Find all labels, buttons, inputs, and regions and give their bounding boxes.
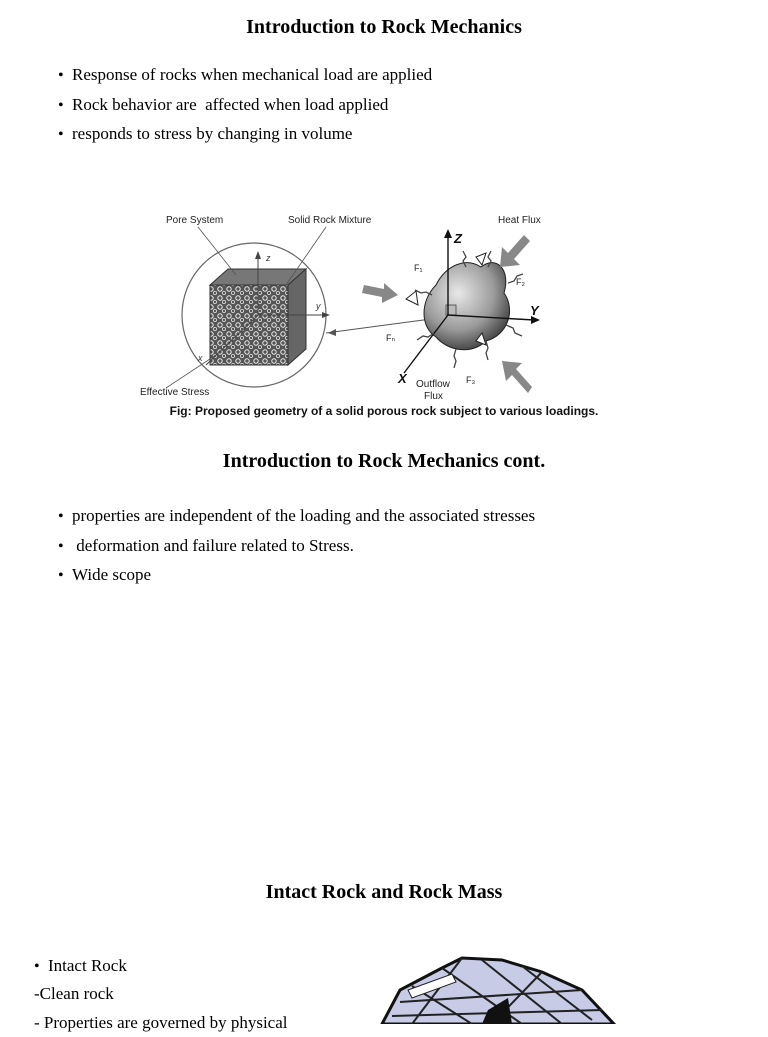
text-line: -Clean rock xyxy=(34,980,288,1009)
section-2-bullets xyxy=(58,502,535,591)
svg-text:F₂: F₂ xyxy=(516,277,525,287)
bullet-item: • responds to stress by changing in volume xyxy=(58,120,432,150)
text-line: - Properties are governed by physical xyxy=(34,1009,288,1037)
bullet-item: • Response of rocks when mechanical load are applied xyxy=(58,61,432,91)
label-solid-rock-mixture: Solid Rock Mixture xyxy=(288,215,372,226)
rock-mass-illustration xyxy=(352,950,652,1024)
svg-text:F₃: F₃ xyxy=(466,375,475,385)
label-effective-stress: Effective Stress xyxy=(140,387,209,398)
porous-cube xyxy=(210,285,288,365)
bullet-item: • properties are independent of the loading and the associated stresses xyxy=(58,502,535,532)
svg-text:x: x xyxy=(197,353,203,363)
svg-text:z: z xyxy=(265,253,271,263)
svg-text:y: y xyxy=(315,301,321,311)
svg-text:Y: Y xyxy=(530,303,540,318)
label-flux: Flux xyxy=(424,391,443,402)
loaded-rock-body xyxy=(424,263,510,350)
svg-text:Z: Z xyxy=(453,231,463,246)
bullet-item: • deformation and failure related to Stress. xyxy=(58,532,535,562)
label-heat-flux: Heat Flux xyxy=(498,215,541,226)
section-1-bullets xyxy=(58,61,432,150)
section-2-title: Introduction to Rock Mechanics cont. xyxy=(0,449,768,473)
section-1-title: Introduction to Rock Mechanics xyxy=(0,15,768,39)
section-3-lines xyxy=(34,980,288,1037)
bullet-item: • Rock behavior are affected when load applied xyxy=(58,91,432,121)
bullet-item: • Intact Rock xyxy=(34,952,127,982)
section-3-title: Intact Rock and Rock Mass xyxy=(0,880,768,904)
bullet-item: • Wide scope xyxy=(58,561,535,591)
label-outflow: Outflow xyxy=(416,379,451,390)
figure-caption: Fig: Proposed geometry of a solid porous rock subject to various loadings. xyxy=(0,403,768,419)
svg-text:Fₙ: Fₙ xyxy=(386,333,395,343)
section-3-bullets xyxy=(34,952,127,982)
label-pore-system: Pore System xyxy=(166,215,223,226)
porous-rock-figure xyxy=(136,205,606,405)
svg-text:F₁: F₁ xyxy=(414,263,423,273)
svg-text:X: X xyxy=(397,371,408,386)
